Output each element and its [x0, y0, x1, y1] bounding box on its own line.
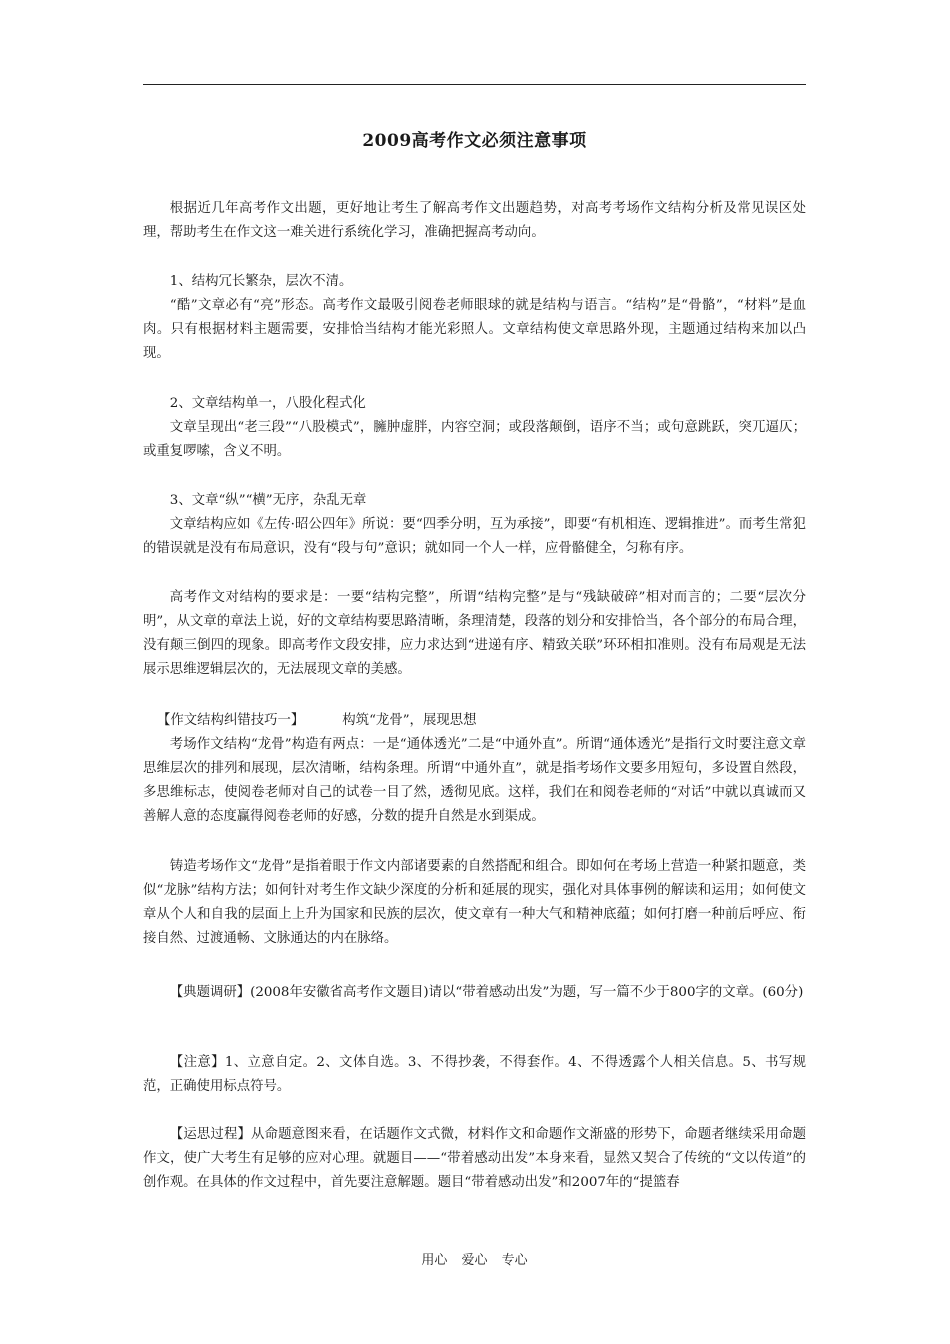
- section-2-body: 文章呈现出“老三段”“八股模式”，臃肿虚胖，内容空洞；或段落颠倒，语序不当；或句意跳跃，突兀逼仄；或重复啰嗦，含义不明。: [143, 420, 806, 459]
- requirements-paragraph: 高考作文对结构的要求是：一要“结构完整”，所谓“结构完整”是与“残缺破碎”相对而言的；二要“层次分明”，从文章的章法上说，好的文章结构要思路清晰，条理清楚，段落的划分和安排恰当，各个部分的布局合理，没有颠三倒四的现象。即高考作文段安排，应力求达到“进递有序、精致关联”环环相扣准则。没有布局观是无法展示思维逻辑层次的，无法展现文章的美感。: [143, 590, 806, 677]
- section-3-heading: 3、文章“纵”“横”无序，杂乱无章: [169, 493, 367, 508]
- page-footer: 用心 爱心 专心: [421, 1253, 528, 1268]
- tip-label: 【作文结构纠错技巧一】: [157, 713, 305, 728]
- header-rule: [143, 84, 806, 85]
- section-1-body: “酷”文章必有“亮”形态。高考作文最吸引阅卷老师眼球的就是结构与语言。“结构”是“骨骼”，“材料”是血肉。只有根据材料主题需要，安排恰当结构才能光彩照人。文章结构使文章思路外现，主题通过结构来加以凸现。: [143, 298, 806, 361]
- section-1-heading: 1、结构冗长繁杂，层次不清。: [169, 274, 353, 289]
- section-2-heading: 2、文章结构单一，八股化程式化: [169, 396, 366, 411]
- process-paragraph: 【运思过程】从命题意图来看，在话题作文式微，材料作文和命题作文渐盛的形势下，命题者继续采用命题作文，使广大考生有足够的应对心理。就题目——“带着感动出发”本身来看，显然又契合了传统的“文以传道”的创作观。在具体的作文过程中，首先要注意解题。题目“带着感动出发”和2007年的“提篮春: [143, 1127, 806, 1190]
- example-question: 【典题调研】(2008年安徽省高考作文题目)请以“带着感动出发”为题，写一篇不少于800字的文章。(60分): [169, 985, 804, 1000]
- document-title: 2009高考作文必须注意事项: [362, 131, 587, 151]
- tip-title: 构筑“龙骨”，展现思想: [342, 713, 477, 728]
- tip-body: 考场作文结构“龙骨”构造有两点：一是“通体透光”二是“中通外直”。所谓“通体透光”是指行文时要注意文章思维层次的排列和展现，层次清晰，结构条理。所谓“中通外直”，就是指考场作文要多用短句，多设置自然段，多思维标志，使阅卷老师对自己的试卷一目了然，透彻见底。这样，我们在和阅卷老师的“对话”中就以真诚而又善解人意的态度赢得阅卷老师的好感，分数的提升自然是水到渠成。: [143, 737, 806, 824]
- notice-paragraph: 【注意】1、立意自定。2、文体自选。3、不得抄袭，不得套作。4、不得透露个人相关信息。5、书写规范，正确使用标点符号。: [143, 1055, 806, 1094]
- section-3-body: 文章结构应如《左传·昭公四年》所说：要“四季分明，互为承接”，即要“有机相连、逻辑推进”。而考生常犯的错误就是没有布局意识，没有“段与句”意识；就如同一个人一样，应骨骼健全，匀称有序。: [143, 517, 806, 556]
- intro-paragraph: 根据近几年高考作文出题，更好地让考生了解高考作文出题趋势，对高考考场作文结构分析及常见误区处理，帮助考生在作文这一难关进行系统化学习，准确把握高考动向。: [143, 201, 806, 240]
- casting-paragraph: 铸造考场作文“龙骨”是指着眼于作文内部诸要素的自然搭配和组合。即如何在考场上营造一种紧扣题意，类似“龙脉”结构方法；如何针对考生作文缺少深度的分析和延展的现实，强化对具体事例的解读和运用；如何使文章从个人和自我的层面上上升为国家和民族的层次，使文章有一种大气和精神底蕴；如何打磨一种前后呼应、衔接自然、过渡通畅、文脉通达的内在脉络。: [143, 859, 806, 946]
- tip-heading: [143, 709, 820, 733]
